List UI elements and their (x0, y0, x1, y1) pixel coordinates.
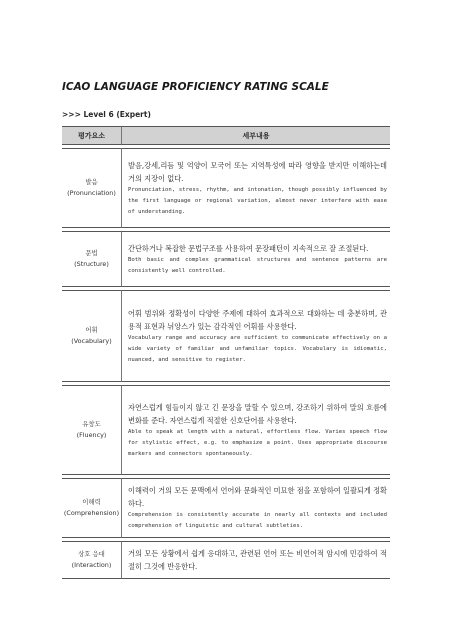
detail-english: Vocabulary range and accuracy are sufficient to communicate effectively on a wide variety of familiar and unfamiliar topics. Vocabulary is idiomatic, nuanced, and sensitive to register. (128, 334, 387, 363)
category-cell (62, 290, 122, 382)
category-cell (62, 385, 122, 475)
detail-korean: 거의 모든 상황에서 쉽게 응대하고, 관련된 언어 또는 비언어적 암시에 민감하여 적절히 그것에 반응한다. (128, 549, 387, 571)
category-kr: 발음 (85, 178, 98, 186)
category-kr: 상호 응대 (78, 550, 105, 558)
table-row (62, 290, 390, 382)
table-row (62, 478, 390, 538)
table-row (62, 148, 390, 228)
category-cell (62, 231, 122, 287)
header-category: 평가요소 (62, 126, 122, 145)
category-en: (Vocabulary) (71, 337, 112, 345)
detail-korean: 어휘 범위와 정확성이 다양한 주제에 대하여 효과적으로 대화하는 데 충분하며, 관용적 표현과 뉘앙스가 있는 감각적인 어휘를 사용한다. (128, 308, 387, 331)
detail-korean: 간단하거나 복잡한 문법구조를 사용하여 문장패턴이 지속적으로 잘 조절된다. (128, 243, 369, 253)
category-en: (Interaction) (71, 561, 112, 569)
category-kr: 이해력 (82, 498, 101, 506)
table-header-row (62, 126, 390, 145)
category-en: (Comprehension) (63, 509, 120, 517)
category-en: (Pronunciation) (67, 189, 116, 197)
category-kr: 어휘 (85, 326, 98, 334)
detail-cell (122, 385, 390, 475)
detail-cell (122, 290, 390, 382)
detail-cell (122, 541, 390, 579)
category-cell (62, 478, 122, 538)
category-en: (Fluency) (76, 431, 107, 439)
detail-korean: 이해력이 거의 모든 문맥에서 언어와 문화적인 미묘한 점을 포함하여 일괄되게 정확하다. (128, 486, 387, 508)
category-cell (62, 541, 122, 579)
category-kr: 유창도 (82, 420, 101, 428)
document-title: ICAO LANGUAGE PROFICIENCY RATING SCALE (62, 81, 329, 93)
detail-english: Comprehension is consistently accurate in nearly all contexts and included comprehension of linguistic and cultural subtleties. (128, 512, 387, 529)
table-row (62, 541, 390, 579)
header-details: 세부내용 (122, 126, 390, 145)
level-heading: >>> Level 6 (Expert) (62, 110, 151, 119)
detail-korean: 자연스럽게 힘들이지 않고 긴 문장을 말할 수 있으며, 강조하기 위하여 말의 흐름에 변화를 준다. 자연스럽게 적절한 신호단어를 사용한다. (128, 402, 387, 425)
detail-cell (122, 148, 390, 228)
category-en: (Structure) (74, 260, 109, 268)
table-row (62, 231, 390, 287)
table-row (62, 385, 390, 475)
detail-english: Able to speak at length with a natural, effortless flow. Varies speech flow for stylistic effect, e.g. to emphasize a point. Uses appropriate discourse markers and connectors spontaneously. (128, 428, 387, 457)
detail-korean: 발음,강세,리듬 및 억양이 모국어 또는 지역특성에 따라 영향을 받지만 이해하는데 거의 지장이 없다. (128, 160, 387, 183)
category-cell (62, 148, 122, 228)
detail-cell (122, 231, 390, 287)
detail-english: Pronunciation, stress, rhythm, and intonation, though possibly influenced by the first language or regional variation, almost never interfere with ease of understanding. (128, 186, 387, 215)
detail-cell (122, 478, 390, 538)
rating-scale-table (62, 123, 390, 582)
detail-english: Both basic and complex grammatical structures and sentence patterns are consistently well controlled. (128, 256, 387, 274)
category-kr: 문법 (85, 249, 98, 257)
